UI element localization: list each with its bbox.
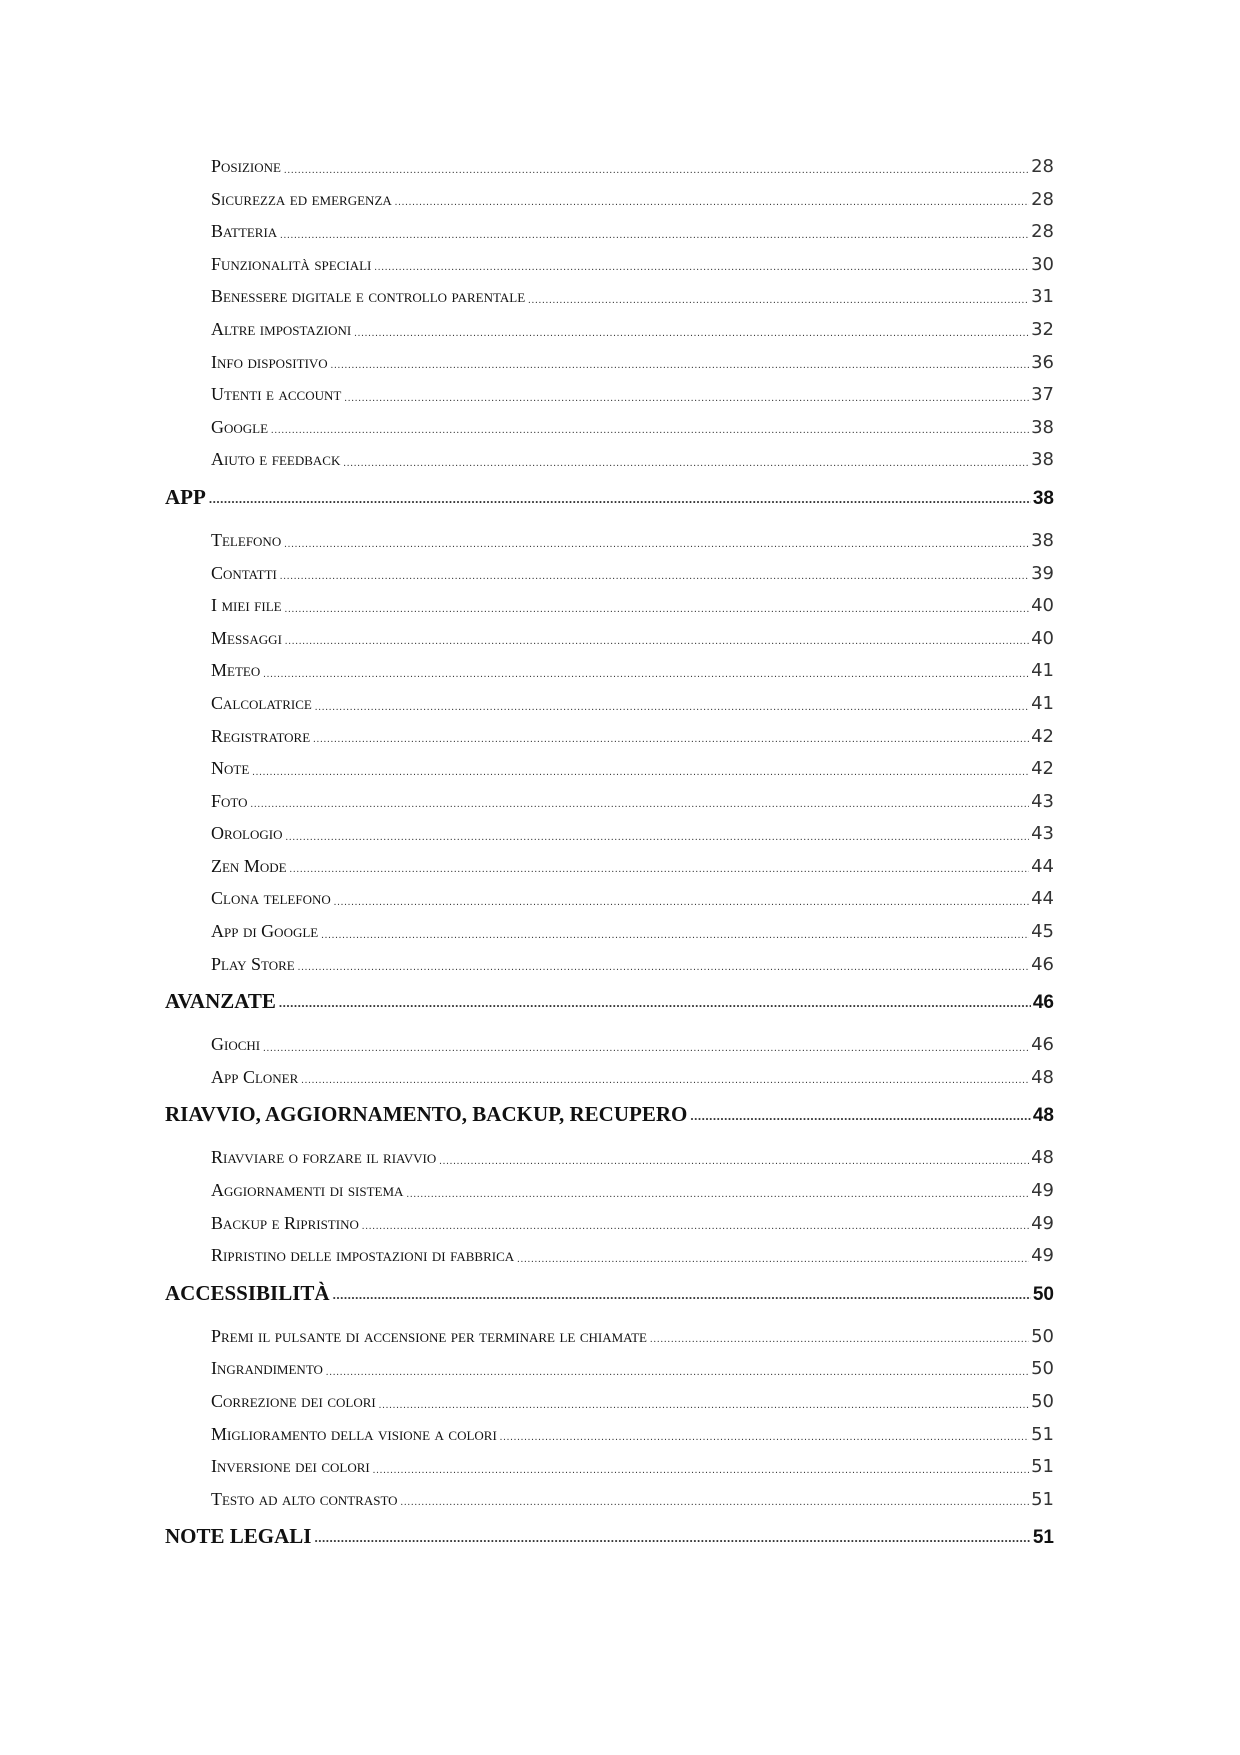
toc-entry-page: 31 bbox=[1031, 286, 1054, 308]
toc-entry-label: Premi il pulsante di accensione per terminare le chiamate bbox=[211, 1325, 647, 1346]
toc-entry-label: Contatti bbox=[211, 562, 277, 583]
toc-entry-label: Orologio bbox=[211, 823, 283, 844]
toc-entry-label: Testo ad alto contrasto bbox=[211, 1488, 398, 1509]
toc-entry-label: Clona telefono bbox=[211, 888, 331, 909]
toc-entry[interactable] bbox=[188, 1450, 1054, 1483]
toc-entry-page: 46 bbox=[1031, 953, 1054, 975]
toc-entry-label: Registratore bbox=[211, 725, 311, 746]
dot-leader bbox=[315, 703, 1029, 713]
toc-entry[interactable] bbox=[188, 557, 1054, 590]
dot-leader bbox=[344, 394, 1029, 404]
dot-leader bbox=[326, 1368, 1029, 1378]
dot-leader bbox=[373, 1466, 1029, 1476]
dot-leader bbox=[406, 1190, 1029, 1200]
toc-entry[interactable] bbox=[188, 215, 1054, 248]
toc-section-heading[interactable] bbox=[165, 481, 1054, 513]
toc-entry-page: 49 bbox=[1031, 1212, 1054, 1234]
toc-entry-page: 37 bbox=[1031, 384, 1054, 406]
dot-leader bbox=[284, 540, 1029, 550]
toc-entry-page: 39 bbox=[1031, 562, 1054, 584]
toc-entry[interactable] bbox=[188, 1028, 1054, 1061]
dot-leader bbox=[321, 931, 1029, 941]
toc-entry-label: Telefono bbox=[211, 529, 282, 550]
dot-leader bbox=[401, 1498, 1030, 1508]
toc-entry-page: 49 bbox=[1031, 1245, 1054, 1267]
toc-entry[interactable] bbox=[188, 720, 1054, 753]
dot-leader bbox=[263, 670, 1029, 680]
toc-entry-page: 51 bbox=[1031, 1488, 1054, 1510]
toc-section-label: RIAVVIO, AGGIORNAMENTO, BACKUP, RECUPERO bbox=[165, 1102, 688, 1127]
toc-entry-label: Aiuto e feedback bbox=[211, 449, 341, 470]
toc-entry-label: Zen Mode bbox=[211, 855, 287, 876]
dot-leader bbox=[290, 865, 1030, 875]
dot-leader bbox=[280, 572, 1029, 582]
dot-leader bbox=[354, 329, 1029, 339]
toc-entry-label: Meteo bbox=[211, 660, 261, 681]
toc-entry-label: Posizione bbox=[211, 156, 281, 176]
toc-entry[interactable] bbox=[188, 280, 1054, 313]
toc-entry[interactable] bbox=[188, 1061, 1054, 1094]
toc-entry-page: 40 bbox=[1031, 627, 1054, 649]
toc-section-label: AVANZATE bbox=[165, 989, 276, 1014]
toc-entry[interactable] bbox=[188, 882, 1054, 915]
toc-entry-label: Funzionalità speciali bbox=[211, 253, 372, 274]
toc-entry-page: 32 bbox=[1031, 318, 1054, 340]
toc-entry-label: Giochi bbox=[211, 1034, 261, 1055]
toc-entry[interactable] bbox=[188, 313, 1054, 346]
toc-entry-page: 50 bbox=[1031, 1358, 1054, 1380]
dot-leader bbox=[379, 1401, 1029, 1411]
toc-entry-page: 43 bbox=[1031, 790, 1054, 812]
toc-entry-page: 38 bbox=[1031, 529, 1054, 551]
toc-entry-page: 46 bbox=[1031, 1034, 1054, 1056]
toc-section-heading[interactable] bbox=[165, 1098, 1054, 1130]
toc-section-label: APP bbox=[165, 484, 206, 509]
toc-entry-page: 38 bbox=[1031, 416, 1054, 438]
toc-entry-label: Foto bbox=[211, 790, 248, 811]
toc-entry-label: Backup e Ripristino bbox=[211, 1212, 359, 1233]
dot-leader bbox=[263, 1044, 1029, 1054]
toc-entry-page: 36 bbox=[1031, 351, 1054, 373]
dot-leader bbox=[284, 166, 1029, 176]
toc-entry[interactable] bbox=[188, 654, 1054, 687]
toc-entry-page: 50 bbox=[1031, 1325, 1054, 1347]
dot-leader bbox=[690, 1109, 1031, 1122]
toc-entry-label: Utenti e account bbox=[211, 384, 342, 405]
dot-leader bbox=[286, 833, 1030, 843]
toc-entry-label: Riavviare o forzare il riavvio bbox=[211, 1147, 437, 1168]
toc-entry[interactable] bbox=[188, 785, 1054, 818]
toc-entry-page: 44 bbox=[1031, 855, 1054, 877]
dot-leader bbox=[313, 735, 1029, 745]
toc-section-heading[interactable] bbox=[165, 985, 1054, 1017]
toc-entry-page: 28 bbox=[1031, 221, 1054, 243]
toc-entry[interactable] bbox=[188, 817, 1054, 850]
toc-entry-label: App di Google bbox=[211, 921, 319, 942]
toc-entry-page: 30 bbox=[1031, 253, 1054, 275]
toc-entry-page: 50 bbox=[1031, 1391, 1054, 1412]
toc-entry[interactable] bbox=[188, 150, 1054, 183]
dot-leader bbox=[285, 637, 1029, 647]
toc-entry-page: 48 bbox=[1031, 1147, 1054, 1169]
toc-entry[interactable] bbox=[188, 183, 1054, 216]
toc-entry[interactable] bbox=[188, 1141, 1054, 1174]
toc-entry-page: 43 bbox=[1031, 823, 1054, 845]
toc-entry-page: 41 bbox=[1031, 660, 1054, 682]
toc-entry-page: 49 bbox=[1031, 1180, 1054, 1202]
dot-leader bbox=[252, 768, 1029, 778]
toc-section-page: 50 bbox=[1032, 1283, 1054, 1305]
toc-entry[interactable] bbox=[188, 1418, 1054, 1451]
toc-entry-label: Altre impostazioni bbox=[211, 318, 352, 339]
toc-entry-page: 51 bbox=[1031, 1423, 1054, 1445]
toc-entry-page: 42 bbox=[1031, 725, 1054, 747]
table-of-contents bbox=[165, 150, 1054, 1563]
toc-entry-label: Correzione dei colori bbox=[211, 1391, 376, 1411]
toc-entry-label: Ingrandimento bbox=[211, 1358, 323, 1379]
toc-section-page: 51 bbox=[1032, 1527, 1054, 1549]
dot-leader bbox=[528, 296, 1029, 306]
dot-leader bbox=[271, 426, 1029, 436]
dot-leader bbox=[334, 898, 1029, 908]
toc-entry[interactable] bbox=[188, 346, 1054, 379]
toc-section-label: NOTE LEGALI bbox=[165, 1524, 312, 1549]
toc-entry[interactable] bbox=[188, 1483, 1054, 1516]
toc-entry-label: Ripristino delle impostazioni di fabbrica bbox=[211, 1245, 515, 1266]
dot-leader bbox=[285, 605, 1030, 615]
toc-entry[interactable] bbox=[188, 248, 1054, 281]
dot-leader bbox=[301, 1076, 1029, 1086]
toc-entry[interactable] bbox=[188, 622, 1054, 655]
toc-entry-page: 40 bbox=[1031, 595, 1054, 617]
toc-entry[interactable] bbox=[188, 752, 1054, 785]
dot-leader bbox=[280, 231, 1029, 241]
toc-entry[interactable] bbox=[188, 411, 1054, 444]
toc-entry-label: Play Store bbox=[211, 953, 295, 974]
dot-leader bbox=[331, 361, 1029, 371]
dot-leader bbox=[439, 1157, 1029, 1167]
toc-entry-page: 28 bbox=[1031, 188, 1054, 210]
dot-leader bbox=[314, 1531, 1030, 1544]
toc-section-page: 46 bbox=[1032, 992, 1054, 1014]
toc-entry-label: Miglioramento della visione a colori bbox=[211, 1423, 497, 1444]
toc-entry-label: Aggiornamenti di sistema bbox=[211, 1180, 404, 1201]
dot-leader bbox=[374, 263, 1029, 273]
toc-entry[interactable] bbox=[188, 1174, 1054, 1207]
toc-entry-label: Google bbox=[211, 416, 269, 437]
toc-entry-page: 38 bbox=[1031, 449, 1054, 471]
toc-entry-page: 45 bbox=[1031, 921, 1054, 943]
toc-entry-label: Info dispositivo bbox=[211, 351, 328, 372]
toc-entry-label: Calcolatrice bbox=[211, 692, 312, 713]
dot-leader bbox=[333, 1288, 1031, 1301]
toc-entry[interactable] bbox=[188, 850, 1054, 883]
toc-entry-label: Benessere digitale e controllo parentale bbox=[211, 286, 526, 307]
dot-leader bbox=[650, 1335, 1029, 1345]
dot-leader bbox=[362, 1222, 1029, 1232]
dot-leader bbox=[298, 963, 1029, 973]
toc-entry-page: 42 bbox=[1031, 758, 1054, 780]
toc-entry[interactable] bbox=[188, 915, 1054, 948]
dot-leader bbox=[517, 1255, 1029, 1265]
toc-section-page: 48 bbox=[1032, 1105, 1054, 1127]
toc-section-label: ACCESSIBILITÀ bbox=[165, 1280, 330, 1305]
toc-entry[interactable] bbox=[188, 1207, 1054, 1240]
toc-entry[interactable] bbox=[188, 1239, 1054, 1272]
toc-section-heading[interactable] bbox=[165, 1520, 1054, 1552]
toc-entry[interactable] bbox=[188, 1385, 1054, 1418]
toc-entry[interactable] bbox=[188, 1352, 1054, 1385]
dot-leader bbox=[343, 459, 1029, 469]
toc-entry-page: 48 bbox=[1031, 1066, 1054, 1088]
toc-entry[interactable] bbox=[188, 687, 1054, 720]
toc-entry-page: 51 bbox=[1031, 1456, 1054, 1478]
toc-entry-label: I miei file bbox=[211, 595, 282, 616]
toc-entry-page: 28 bbox=[1031, 156, 1054, 177]
toc-entry-label: Note bbox=[211, 758, 250, 779]
toc-entry[interactable] bbox=[188, 443, 1054, 476]
dot-leader bbox=[209, 492, 1031, 505]
toc-entry-label: Batteria bbox=[211, 221, 278, 242]
toc-entry[interactable] bbox=[188, 589, 1054, 622]
toc-entry-page: 41 bbox=[1031, 692, 1054, 714]
toc-entry-label: App Cloner bbox=[211, 1066, 299, 1087]
toc-section-heading[interactable] bbox=[165, 1277, 1054, 1309]
dot-leader bbox=[251, 800, 1030, 810]
toc-entry[interactable] bbox=[188, 524, 1054, 557]
toc-entry-label: Messaggi bbox=[211, 627, 282, 648]
toc-entry-label: Inversione dei colori bbox=[211, 1456, 370, 1477]
toc-entry[interactable] bbox=[188, 948, 1054, 981]
dot-leader bbox=[279, 996, 1031, 1009]
toc-entry[interactable] bbox=[188, 378, 1054, 411]
dot-leader bbox=[500, 1433, 1029, 1443]
toc-entry[interactable] bbox=[188, 1320, 1054, 1353]
dot-leader bbox=[395, 198, 1029, 208]
toc-entry-page: 44 bbox=[1031, 888, 1054, 910]
toc-section-page: 38 bbox=[1032, 487, 1054, 509]
toc-entry-label: Sicurezza ed emergenza bbox=[211, 188, 392, 209]
